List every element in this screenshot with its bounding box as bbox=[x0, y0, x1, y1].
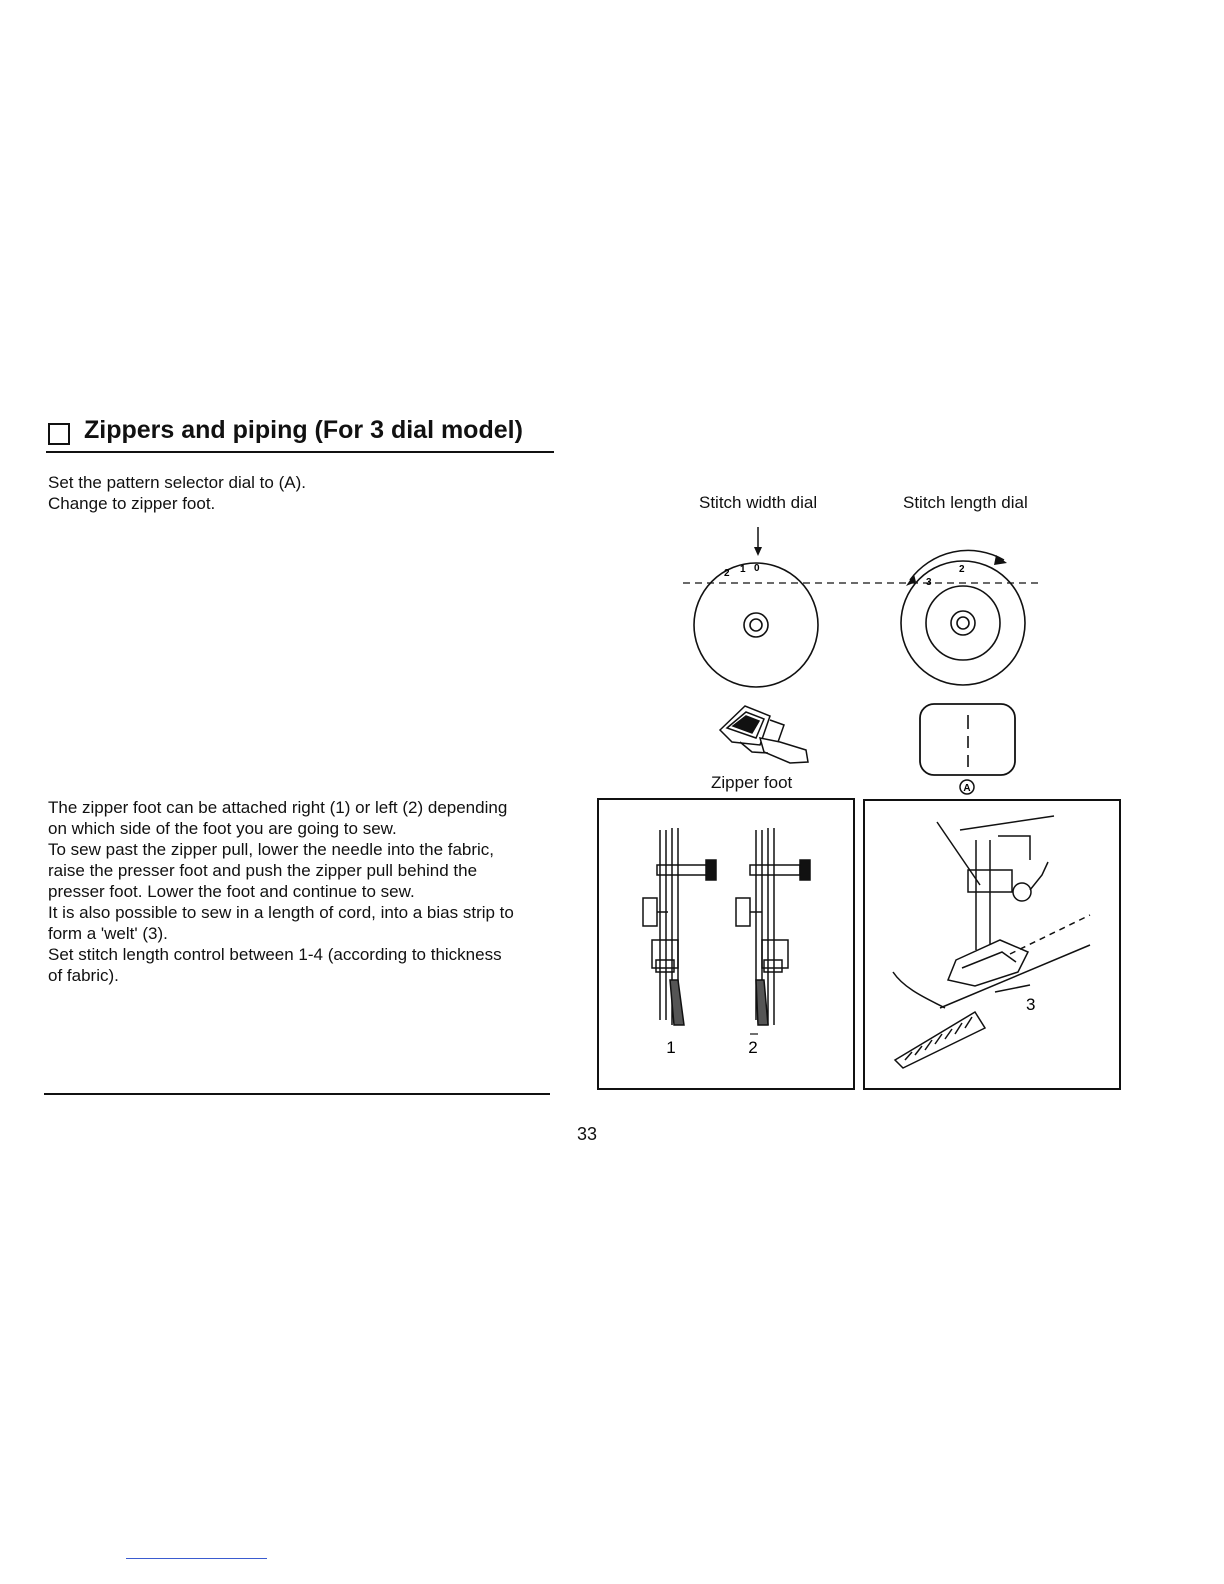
body-line: It is also possible to sew in a length of cord, into a bias strip to bbox=[48, 903, 514, 922]
body-line: To sew past the zipper pull, lower the needle into the fabric, bbox=[48, 840, 495, 859]
length-mark: 3 bbox=[926, 577, 932, 588]
body-line: on which side of the foot you are going to sew. bbox=[48, 819, 397, 838]
width-mark: 1 bbox=[740, 564, 746, 575]
pattern-symbol: A bbox=[963, 783, 971, 794]
arrow-down-icon bbox=[754, 547, 762, 556]
length-mark: 2 bbox=[959, 564, 965, 575]
intro-line-1: Set the pattern selector dial to (A). bbox=[48, 473, 306, 492]
stitch-width-dial bbox=[694, 527, 818, 687]
page-title: Zippers and piping (For 3 dial model) bbox=[84, 416, 523, 444]
body-line: presser foot. Lower the foot and continue to sew. bbox=[48, 882, 415, 901]
foot-left-drawing bbox=[736, 828, 810, 1025]
stitch-width-dial-label: Stitch width dial bbox=[699, 493, 818, 512]
body-line: raise the presser foot and push the zipper pull behind the bbox=[48, 861, 478, 880]
attach-panel bbox=[598, 799, 854, 1089]
body-line: form a 'welt' (3). bbox=[48, 924, 168, 943]
intro-line-2: Change to zipper foot. bbox=[48, 494, 216, 513]
width-mark: 0 bbox=[754, 563, 760, 574]
stitch-length-dial bbox=[901, 550, 1025, 685]
body-line: The zipper foot can be attached right (1) or left (2) depending bbox=[48, 798, 508, 817]
page-number: 33 bbox=[577, 1124, 598, 1144]
width-mark: 2 bbox=[724, 568, 730, 579]
welt-drawing bbox=[893, 816, 1090, 1068]
welt-label-3: 3 bbox=[1026, 995, 1036, 1014]
arrow-right-icon bbox=[994, 555, 1007, 565]
attach-label-2: 2 bbox=[748, 1038, 758, 1057]
attach-label-1: 1 bbox=[666, 1038, 676, 1057]
zipper-foot-label: Zipper foot bbox=[711, 773, 793, 792]
stitch-length-dial-label: Stitch length dial bbox=[903, 493, 1028, 512]
foot-right-drawing bbox=[643, 828, 716, 1025]
zipper-foot-drawing bbox=[720, 706, 808, 763]
footer-link-underline bbox=[126, 1558, 267, 1559]
body-line: Set stitch length control between 1-4 (according to thickness bbox=[48, 945, 502, 964]
pattern-indicator bbox=[920, 704, 1015, 794]
body-line: of fabric). bbox=[48, 966, 119, 985]
